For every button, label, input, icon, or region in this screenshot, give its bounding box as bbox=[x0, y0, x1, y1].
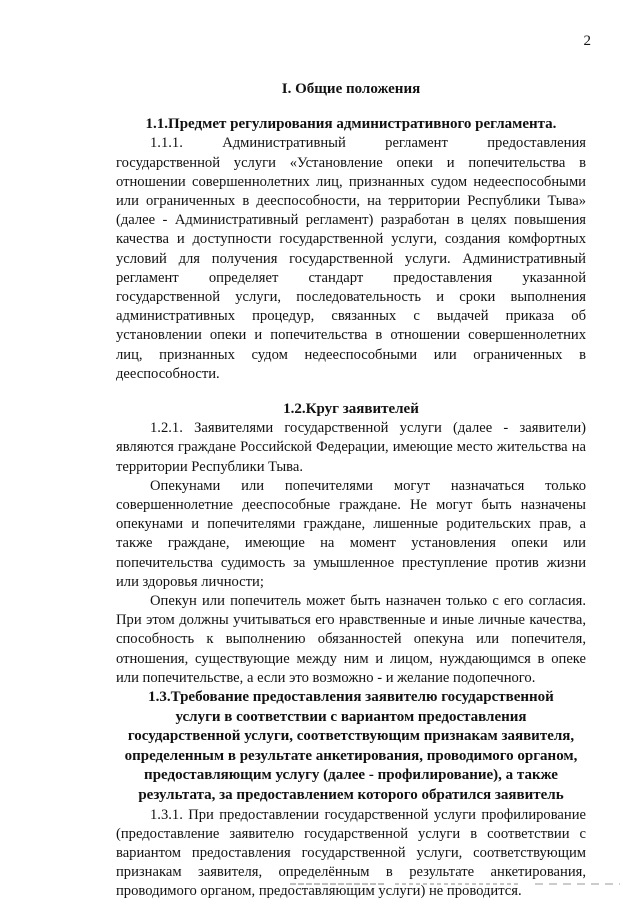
paragraph-1-3-1: 1.3.1. При предоставлении государственной услуги профилирование (предоставление заявителю государственной услуги в соответствии с вариантом предоставления государственной услуги, соответствующим признакам заявителя, определённым в результате анкетирования, проводимого органом, предоставляющим услуги) не проводится. bbox=[116, 806, 586, 900]
paragraph-guardians: Опекунами или попечителями могут назначаться только совершеннолетние дееспособные граждане. Не могут быть назначены опекунами и попечителями граждане, лишенные родительских прав, а также граждане, имеющие на момент установления опеки или попечительства судимость за умышленное преступление против жизни или здоровья личности; bbox=[116, 477, 586, 590]
main-heading: I. Общие положения bbox=[281, 81, 421, 97]
section-1-1-title: 1.1.Предмет регулирования административного регламента. bbox=[145, 116, 557, 133]
paragraph-1-2-1: 1.2.1. Заявителями государственной услуги (далее - заявители) являются граждане Российской Федерации, имеющие место жительства на территории Республики Тыва. bbox=[116, 420, 586, 475]
page-number: 2 bbox=[583, 33, 591, 49]
section-1-2-title: 1.2.Круг заявителей bbox=[283, 401, 419, 418]
paragraph-consent: Опекун или попечитель может быть назначен только с его согласия. При этом должны учитываться его нравственные и иные личные качества, способность к выполнению обязанностей опекуна или попечителя, отношения, существующие между ним и лицом, нуждающимся в опеке или попечительстве, а если это возможно - и желание подопечного. bbox=[116, 593, 586, 686]
document-body bbox=[116, 80, 586, 902]
scan-footer-lines bbox=[290, 880, 620, 888]
paragraph-1-1-1: 1.1.1. Административный регламент предоставления государственной услуги «Установление опеки и попечительства в отношении совершеннолетних лиц, признанных судом недееспособными или ограниченных в дееспособности, на территории Республики Тыва» (далее - Административный регламент) разработан в целях повышения качества и доступности государственной услуги, создания комфортных условий для получения государственной услуги. Административный регламент определяет стандарт предоставления указанной государственной услуги, последовательность и сроки выполнения административных процедур, связанных с выдачей приказа об установлении опеки и попечительства в отношении совершеннолетних лиц, признанных судом недееспособными или ограниченных в дееспособности. bbox=[116, 135, 586, 382]
section-1-3-title: 1.3.Требование предоставления заявителю государственной услуги в соответствии с вариантом предоставления государственной услуги, соответствующим признакам заявителя, определенным в результате анкетирования, проводимого органом, предоставляющим услугу (далее - профилирование), а также результата, за предоставлением которого обратился заявитель bbox=[124, 689, 578, 804]
